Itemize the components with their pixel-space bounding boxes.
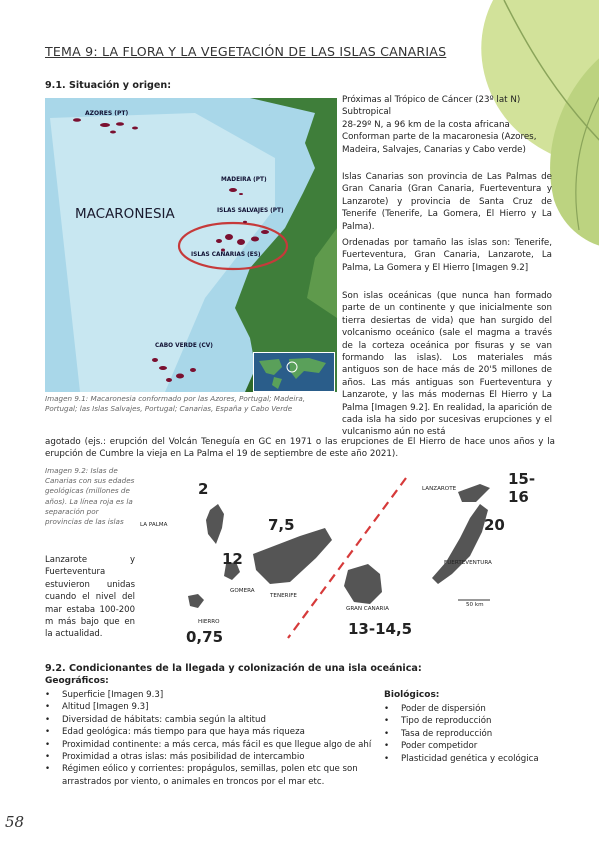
section-heading-situacion: 9.1. Situación y origen: [45,80,172,91]
list-item: • Superficie [Imagen 9.3] [45,689,385,701]
list-item: • Plasticidad genética y ecológica [384,753,554,765]
age-gomera: 12 [222,550,243,568]
intro-line: 28-29º N, a 96 km de la costa africana [342,119,510,130]
label-salvajes: ISLAS SALVAJES (PT) [217,208,284,214]
paragraph-lanzarote: Lanzarote y Fuerteventura estuvieron unidas cuando el nivel del mar estaba 100-200 m más bajo que en la actualidad. [45,555,135,640]
paragraph-provincias: Islas Canarias son provincia de Las Palmas de Gran Canaria (Gran Canaria, Fuerteventura y Lanzarote) y provincia de Santa Cruz de Tenerife (Tenerife, La Gomera, El Hierro y La Palma). [342,172,552,232]
label-canarias: ISLAS CANARIAS (ES) [191,252,261,258]
age-lanzarote: 15-16 [508,470,536,506]
caption-imagen-9-2: Imagen 9.2: Islas de Canarias con sus edades geológicas (millones de años). La línea roja es la separación por provincias de las islas [45,466,135,527]
label-macaronesia: MACARONESIA [75,206,175,222]
age-fuerteventura: 20 [484,516,505,534]
intro-line: Próximas al Trópico de Cáncer (23º lat N) Subtropical [342,95,521,118]
label-lanzarote: LANZAROTE [422,486,457,492]
label-azores: AZORES (PT) [85,110,129,117]
list-item: • Poder competidor [384,740,554,752]
label-scale: 50 km [466,602,484,608]
label-fuerteventura: FUERTEVENTURA [444,560,492,566]
page-title: TEMA 9: LA FLORA Y LA VEGETACIÓN DE LAS ISLAS CANARIAS [45,44,447,59]
list-item: • Edad geológica: más tiempo para que haya más riqueza [45,726,385,738]
list-item: • Régimen eólico y corrientes: propágulos, semillas, polen etc que son arrastrados por viento, o animales en troncos por el mar etc. [45,763,385,788]
list-item: • Altitud [Imagen 9.3] [45,701,385,713]
intro-line: Conforman parte de la macaronesia (Azores, Madeira, Salvajes, Canarias y Cabo verde) [342,132,537,155]
label-tenerife: TENERIFE [270,593,297,599]
bio-heading: Biológicos: [384,690,440,700]
list-item: • Poder de dispersión [384,703,554,715]
age-gran-canaria: 13-14,5 [348,620,413,638]
age-tenerife: 7,5 [268,516,295,534]
label-madeira: MADEIRA (PT) [221,177,267,183]
page-number: 58 [5,813,25,831]
age-la-palma: 2 [198,480,209,498]
age-hierro: 0,75 [186,628,224,646]
label-gran-canaria: GRAN CANARIA [346,606,389,612]
label-caboverde: CABO VERDE (CV) [155,343,213,349]
list-item: • Tipo de reproducción [384,715,554,727]
list-item: • Proximidad a otras islas: más posibilidad de intercambio [45,751,385,763]
caption-imagen-9-1: Imagen 9.1: Macaronesia conformado por las Azores, Portugal; Madeira, Portugal; las Islas Salvajes, Portugal; Canarias, España y Cabo Verde [45,394,306,414]
label-hierro: HIERRO [198,619,220,625]
list-item: • Proximidad continente: a más cerca, más fácil es que llegue algo de ahí [45,739,385,751]
macaronesia-map [45,98,337,392]
geo-heading: Geográficos: [45,676,109,686]
intro-text [342,94,552,156]
paragraph-agotado: agotado (ejs.: erupción del Volcán Teneguía en GC en 1971 o las erupciones de El Hierro de hace unos años y la erupción de Cumbre la vieja en La Palma el 19 de septiembre de este año 2021). [45,437,555,460]
list-item: • Diversidad de hábitats: cambia según la altitud [45,714,385,726]
world-inset [253,352,335,392]
section-heading-condicionantes: 9.2. Condicionantes de la llegada y colonización de una isla oceánica: [45,663,422,674]
label-gomera: GOMERA [230,588,255,594]
paragraph-oceanicas: Son islas oceánicas (que nunca han formado parte de un continente y que inicialmente son tierra desiertas de vida) que han surgido del volcanismo oceánico (sale el magma a través de la corteza oceánica por fisuras y se van formando las islas). Los materiales más antiguos son de hace más de 20'5 millones de años. Las más antiguas son Fuerteventura y Lanzarote, y las más modernas El Hierro y La Palma [Imagen 9.2]. En realidad, la aparición de cada isla ha sido por sucesivas erupciones y el vulcanismo aún no está [342,291,552,438]
paragraph-tamano: Ordenadas por tamaño las islas son: Tenerife, Fuerteventura, Gran Canaria, Lanzarote, La Palma, La Gomera y El Hierro [Imagen 9.2] [342,238,552,273]
geo-list [45,689,385,788]
label-la-palma: LA PALMA [140,522,168,528]
canarias-ages-map [140,462,552,646]
list-item: • Tasa de reproducción [384,728,554,740]
bio-list [384,703,554,765]
